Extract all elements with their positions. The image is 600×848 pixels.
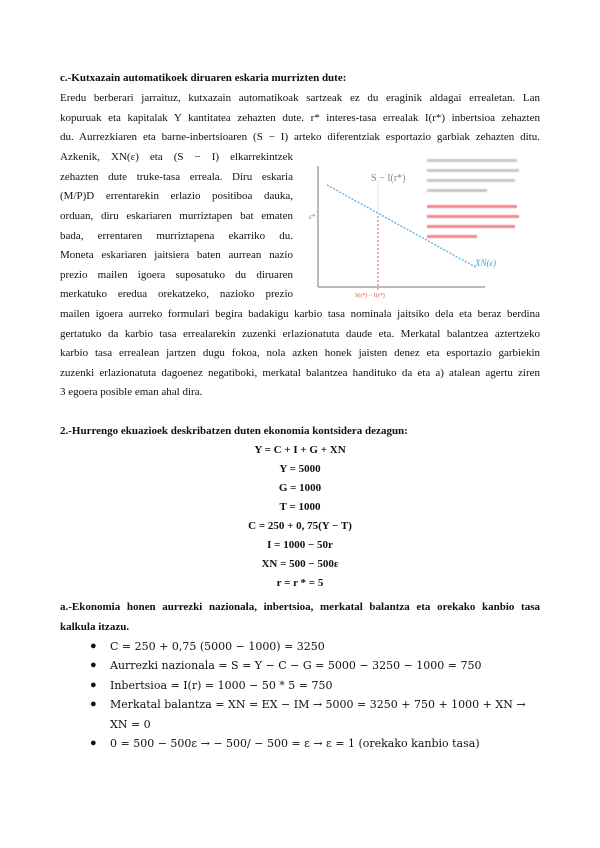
paragraph-line: Moneta eskariaren jaitsiera baten aurrean nazio	[60, 249, 293, 261]
equation: C = 250 + 0, 75(Y − T)	[248, 520, 352, 532]
s-minus-i-label: S − I(r*)	[371, 173, 406, 184]
paragraph-line: zehazten dute truke-tasa erreala. Diru eskaria	[60, 171, 293, 183]
graph-note	[427, 179, 515, 182]
paragraph-line: 3 egoera posible eman ahal dira.	[60, 386, 203, 398]
paragraph-line: zuzenki erlazionatuta dagoenez negatiboki, merkatal balantzea handituko da eta a) atalean agertu ziren	[60, 367, 540, 379]
solution-item: Aurrezki nazionala = S = Y − C − G = 5000 − 3250 − 1000 = 750	[110, 659, 482, 672]
paragraph-line: bada, errentaren murriztapena ekarriko du.	[60, 230, 293, 242]
paragraph-line: orduan, diru eskariaren murriztapen bat ematen	[60, 210, 293, 222]
graph-note	[427, 169, 519, 172]
section-a-heading: a.-Ekonomia honen aurrezki nazionala, inbertsioa, merkatal balantza eta orekako kanbio tasa	[60, 601, 540, 613]
graph-note	[427, 159, 517, 162]
equation: Y = C + I + G + XN	[254, 444, 346, 456]
x-axis-label: S(r*) − I(r*)	[355, 293, 385, 299]
epsilon-star-label: ε*	[309, 213, 316, 221]
paragraph-line: Azkenik, XN(ε) eta (S − I) elkarrekintzek	[60, 151, 293, 163]
paragraph-line: du. Aurrezkiaren eta barne-inbertsioaren (S − I) arteko diferentziak esportazio garbiak zehazten ditu.	[60, 131, 540, 143]
solution-item: Inbertsioa = I(r) = 1000 − 50 * 5 = 750	[110, 679, 333, 692]
equation: XN = 500 − 500ε	[261, 558, 339, 570]
bullet-icon: ●	[90, 679, 97, 691]
xn-label: XN(ε)	[475, 258, 497, 268]
equation: G = 1000	[278, 482, 322, 494]
bullet-icon: ●	[90, 737, 97, 749]
paragraph-line: prezio mailen igoera suposatuko du diruaren	[60, 269, 293, 281]
graph-note	[427, 235, 477, 238]
solution-item: Merkatal balantza = XN = EX − IM → 5000 = 3250 + 750 + 1000 + XN →	[110, 698, 526, 711]
equation: r = r * = 5	[276, 577, 324, 589]
exchange-rate-graph	[305, 150, 540, 305]
graph-note	[427, 205, 517, 208]
paragraph-line: (M/P)D errentarekin erlazio positiboa dauka,	[60, 190, 293, 202]
graph-note	[427, 225, 515, 228]
solution-item: C = 250 + 0,75 (5000 − 1000) = 3250	[110, 640, 325, 653]
equation: T = 1000	[279, 501, 321, 513]
paragraph-line: Eredu berberari jarraituz, kutxazain automatikoak sartzeak ez du eraginik aldagai errealetan. Lan	[60, 92, 540, 104]
paragraph-line: karbio tasa errealean jartzen dugu fokoa, nola azken honek jaisten denez eta esportazio garbiekin	[60, 347, 540, 359]
bullet-icon: ●	[90, 640, 97, 652]
paragraph-line: merkatuko eredua orekatzeko, nazioko prezio	[60, 288, 293, 300]
solution-item: 0 = 500 − 500ε → − 500/ − 500 = ε → ε = 1 (orekako kanbio tasa)	[110, 737, 480, 750]
graph-note	[427, 215, 519, 218]
equation: I = 1000 − 50r	[267, 539, 333, 551]
bullet-icon: ●	[90, 659, 97, 671]
paragraph-line: kopuruak eta kapitalak Y kantitatea zehazten dute. r* interes-tasa errealak I(r*) inbertsioa zehazten	[60, 112, 540, 124]
bullet-icon: ●	[90, 698, 97, 710]
section-c-heading: c.-Kutxazain automatikoek diruaren eskaria murrizten dute:	[60, 72, 347, 84]
section-a-heading-cont: kalkula itzazu.	[60, 621, 130, 633]
equation: Y = 5000	[279, 463, 321, 475]
paragraph-line: gertatuko da karbio tasa errealarekin zuzenki erlazionatuta daude eta. Merkatal balantzea aztertzeko	[60, 328, 540, 340]
paragraph-line: mailen igoera aurreko formulari begira badakigu karbio tasa nominala jaitsiko dela eta beraz berdina	[60, 308, 540, 320]
solution-item-cont: XN = 0	[110, 718, 151, 731]
section-2-heading: 2.-Hurrengo ekuazioek deskribatzen duten ekonomia kontsidera dezagun:	[60, 425, 408, 437]
graph-note	[427, 189, 487, 192]
